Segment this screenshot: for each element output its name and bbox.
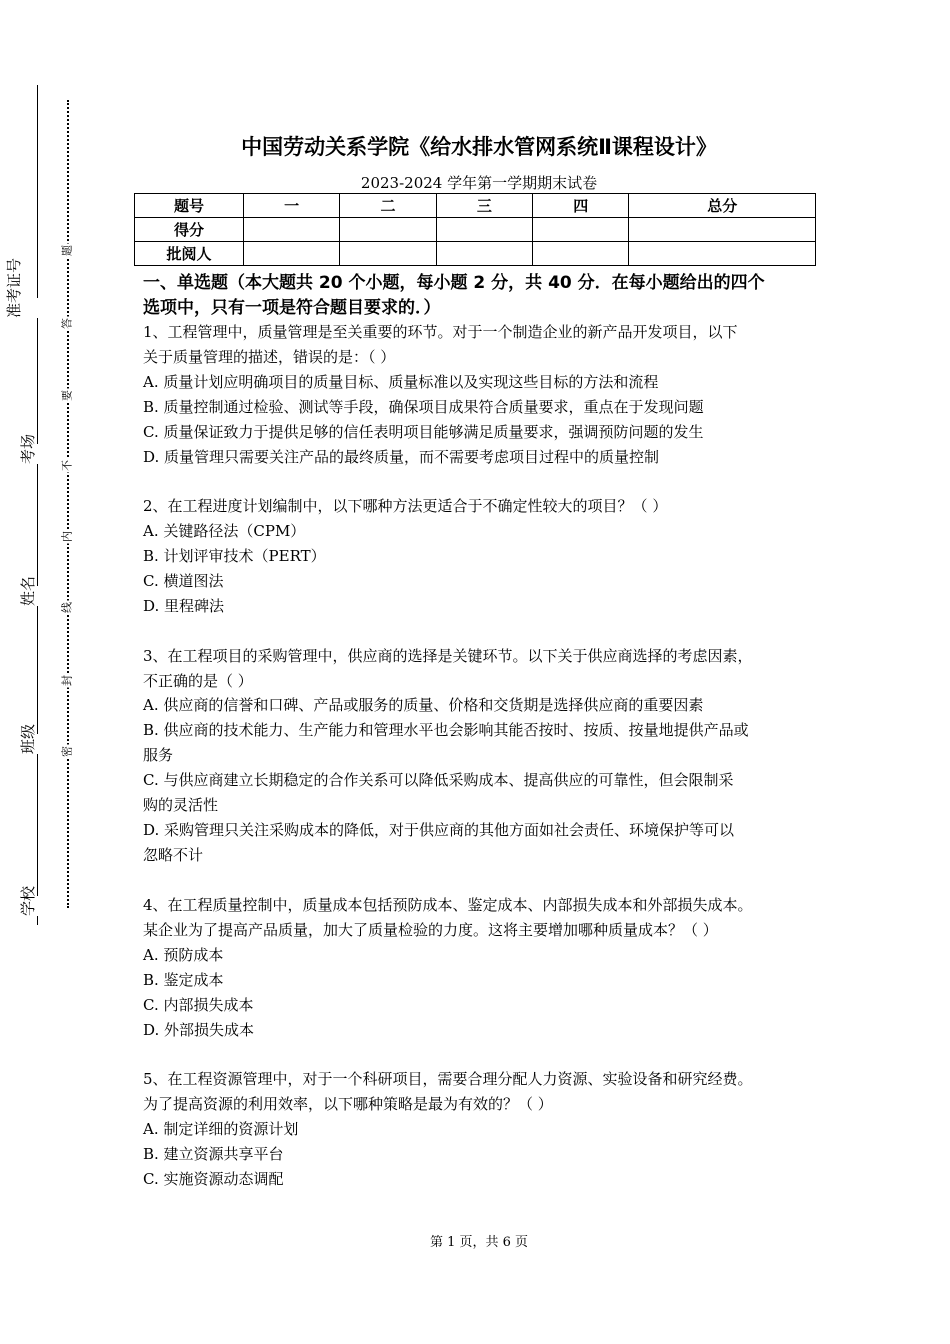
section-heading bbox=[143, 271, 815, 321]
question-4-option-a: A. 预防成本 bbox=[143, 946, 224, 964]
question-3-stem: 3、在工程项目的采购管理中，供应商的选择是关键环节。以下关于供应商选择的考虑因素， bbox=[143, 647, 753, 665]
score-cell[interactable] bbox=[629, 218, 816, 242]
question-1-option-d: D. 质量管理只需要关注产品的最终质量，而不需要考虑项目过程中的质量控制 bbox=[143, 448, 660, 466]
question-2-option-a: A. 关键路径法（CPM） bbox=[143, 522, 306, 540]
question-4-option-c: C. 内部损失成本 bbox=[143, 996, 254, 1014]
reviewer-cell[interactable] bbox=[340, 242, 436, 266]
question-4-stem: 某企业为了提高产品质量，加大了质量检验的力度。这将主要增加哪种质量成本？（ ） bbox=[143, 921, 718, 939]
reviewer-cell[interactable] bbox=[533, 242, 629, 266]
column-header: 一 bbox=[243, 194, 339, 218]
seal-dotted-line bbox=[67, 100, 69, 908]
question-1-option-b: B. 质量控制通过检验、测试等手段，确保项目成果符合质量要求，重点在于发现问题 bbox=[143, 398, 704, 416]
seal-char: 题 bbox=[60, 245, 74, 256]
score-cell[interactable] bbox=[436, 218, 532, 242]
reviewer-cell[interactable] bbox=[436, 242, 532, 266]
score-table bbox=[134, 193, 816, 266]
margin-field-class: 班级 bbox=[21, 734, 53, 754]
margin-field-exam-room: 考场 bbox=[21, 444, 53, 464]
question-1-option-c: C. 质量保证致力于提供足够的信任表明项目能够满足质量要求，强调预防问题的发生 bbox=[143, 423, 704, 441]
section-heading-line: 一、单选题（本大题共 20 个小题，每小题 2 分，共 40 分．在每小题给出的四个 bbox=[143, 273, 765, 293]
score-cell[interactable] bbox=[243, 218, 339, 242]
question-4-stem: 4、在工程质量控制中，质量成本包括预防成本、鉴定成本、内部损失成本和外部损失成本。 bbox=[143, 896, 753, 914]
margin-field-school: 学校 bbox=[21, 896, 53, 916]
question-3-option-b: B. 供应商的技术能力、生产能力和管理水平也会影响其能否按时、按质、按量地提供产品或 bbox=[143, 721, 749, 739]
fill-in-line bbox=[37, 85, 38, 925]
seal-char: 内 bbox=[60, 531, 74, 542]
seal-char: 封 bbox=[60, 675, 74, 686]
score-cell[interactable] bbox=[340, 218, 436, 242]
row-label-question-number: 题号 bbox=[135, 194, 244, 218]
column-header: 四 bbox=[533, 194, 629, 218]
seal-char: 密 bbox=[60, 746, 74, 757]
question-3-option-d: 忽略不计 bbox=[143, 846, 204, 864]
row-label-reviewer: 批阅人 bbox=[135, 242, 244, 266]
column-header: 三 bbox=[436, 194, 532, 218]
table-row bbox=[135, 194, 816, 218]
margin-field-exam-number: 准考证号 bbox=[7, 298, 67, 318]
seal-char: 不 bbox=[60, 460, 74, 471]
column-header: 二 bbox=[340, 194, 436, 218]
section-heading-line: 选项中，只有一项是符合题目要求的．） bbox=[143, 298, 441, 318]
question-1-stem: 1、工程管理中，质量管理是至关重要的环节。对于一个制造企业的新产品开发项目，以下 bbox=[143, 323, 738, 341]
question-2-option-b: B. 计划评审技术（PERT） bbox=[143, 547, 326, 565]
table-row bbox=[135, 242, 816, 266]
question-2-stem: 2、在工程进度计划编制中，以下哪种方法更适合于不确定性较大的项目？（ ） bbox=[143, 497, 668, 515]
question-3-stem: 不正确的是（ ） bbox=[143, 672, 253, 690]
question-2-option-c: C. 横道图法 bbox=[143, 572, 224, 590]
binding-margin bbox=[0, 0, 100, 1344]
exam-subtitle: 2023-2024 学年第一学期期末试卷 bbox=[360, 174, 598, 192]
question-5-option-a: A. 制定详细的资源计划 bbox=[143, 1120, 299, 1138]
question-4-option-b: B. 鉴定成本 bbox=[143, 971, 224, 989]
seal-char: 要 bbox=[60, 390, 74, 401]
seal-char: 答 bbox=[60, 318, 74, 329]
row-label-score: 得分 bbox=[135, 218, 244, 242]
margin-field-name: 姓名 bbox=[21, 586, 53, 606]
question-3-option-b: 服务 bbox=[143, 746, 174, 764]
question-5-option-c: C. 实施资源动态调配 bbox=[143, 1170, 284, 1188]
exam-title: 中国劳动关系学院《给水排水管网系统Ⅱ课程设计》 bbox=[241, 135, 717, 159]
question-3-option-d: D. 采购管理只关注采购成本的降低，对于供应商的其他方面如社会责任、环境保护等可以 bbox=[143, 821, 735, 839]
question-5-stem: 5、在工程资源管理中，对于一个科研项目，需要合理分配人力资源、实验设备和研究经费。 bbox=[143, 1070, 753, 1088]
question-4-option-d: D. 外部损失成本 bbox=[143, 1021, 255, 1039]
seal-char: 线 bbox=[60, 602, 74, 613]
question-2-option-d: D. 里程碑法 bbox=[143, 597, 225, 615]
table-row bbox=[135, 218, 816, 242]
page-footer: 第 1 页，共 6 页 bbox=[429, 1235, 529, 1250]
question-5-stem: 为了提高资源的利用效率，以下哪种策略是最为有效的？（ ） bbox=[143, 1095, 553, 1113]
reviewer-cell[interactable] bbox=[629, 242, 816, 266]
question-3-option-c: C. 与供应商建立长期稳定的合作关系可以降低采购成本、提高供应的可靠性，但会限制采 bbox=[143, 771, 734, 789]
question-3-option-a: A. 供应商的信誉和口碑、产品或服务的质量、价格和交货期是选择供应商的重要因素 bbox=[143, 696, 704, 714]
reviewer-cell[interactable] bbox=[243, 242, 339, 266]
question-5-option-b: B. 建立资源共享平台 bbox=[143, 1145, 284, 1163]
column-header: 总分 bbox=[629, 194, 816, 218]
score-cell[interactable] bbox=[533, 218, 629, 242]
question-1-stem: 关于质量管理的描述，错误的是：（ ） bbox=[143, 348, 396, 366]
question-3-option-c: 购的灵活性 bbox=[143, 796, 219, 814]
question-1-option-a: A. 质量计划应明确项目的质量目标、质量标准以及实现这些目标的方法和流程 bbox=[143, 373, 659, 391]
